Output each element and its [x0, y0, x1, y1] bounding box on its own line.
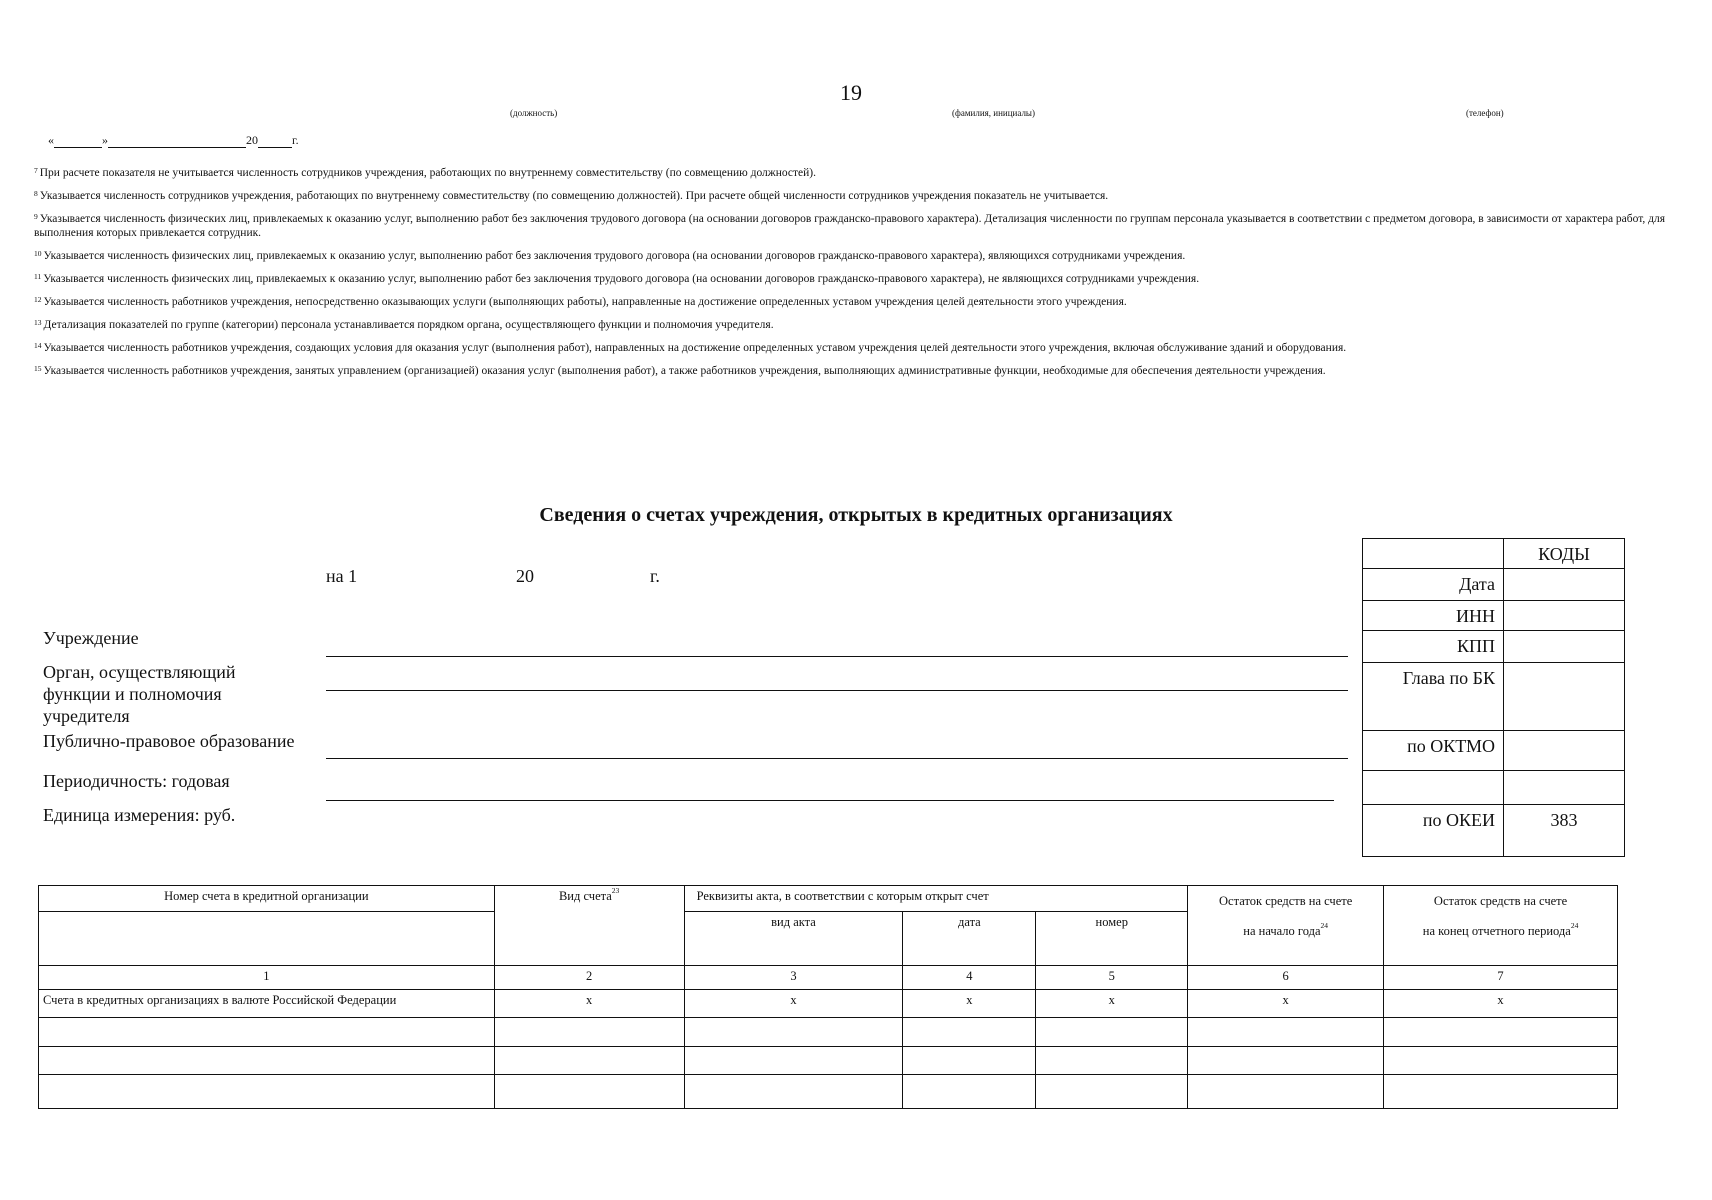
institution-label: Учреждение [43, 628, 139, 648]
col-number-5: 5 [1036, 966, 1188, 990]
table-row [39, 990, 1618, 1018]
col-number-6: 6 [1188, 966, 1384, 990]
table-cell[interactable] [494, 1047, 684, 1075]
col-act-type-header: вид акта [684, 912, 903, 966]
kpp-code-label: КПП [1363, 631, 1504, 663]
section-title: Сведения о счетах учреждения, открытых в кредитных организациях [539, 504, 1173, 526]
col-number-1: 1 [39, 966, 495, 990]
accounts-table [38, 885, 1618, 1109]
as-of-prefix: на 1 [326, 566, 358, 586]
year-suffix: г. [292, 133, 299, 147]
table-cell[interactable] [903, 1018, 1036, 1047]
col-requisites-header: Реквизиты акта, в соответствии с которым открыт счет [684, 886, 1188, 912]
col-balance-start-header: Остаток средств на счете на начало года$^{24}$ [1188, 886, 1384, 966]
year-blank [258, 135, 292, 148]
first-row-mark: x [1384, 990, 1618, 1018]
codes-header: КОДЫ [1504, 539, 1625, 569]
table-cell[interactable] [39, 1075, 495, 1109]
public-entity-label: Публично-правовое образование [43, 731, 295, 751]
signature-date-line [48, 133, 299, 148]
okei-label: по ОКЕИ [1363, 805, 1504, 857]
first-row-mark: x [903, 990, 1036, 1018]
public-entity-field[interactable] [326, 758, 1348, 759]
table-cell[interactable] [1036, 1018, 1188, 1047]
table-cell[interactable] [1384, 1047, 1618, 1075]
footnote: $^8$ Указывается численность сотрудников учреждения, работающих по внутреннему совместительству (по совмещению должностей). При расчете общей численности сотрудников учреждения показатель не учитывается. [34, 189, 1109, 202]
table-cell[interactable] [494, 1018, 684, 1047]
day-blank [54, 135, 102, 148]
date-code-label: Дата [1363, 569, 1504, 601]
table-cell[interactable] [1188, 1047, 1384, 1075]
founder-body-label-1: Орган, осуществляющий [43, 662, 236, 682]
table-cell[interactable] [1188, 1018, 1384, 1047]
table-row [39, 1047, 1618, 1075]
bk-chapter-label: Глава по БК [1363, 663, 1504, 731]
as-of-suffix: г. [650, 566, 660, 586]
footnote: $^{12}$ Указывается численность работников учреждения, непосредственно оказывающих услуги (выполняющих работы), направленные на достижение определенных уставом учреждения целей деятельности этого учреждения. [34, 295, 1127, 308]
table-cell[interactable] [1188, 1075, 1384, 1109]
first-row-label: Счета в кредитных организациях в валюте Российской Федерации [39, 990, 495, 1018]
table-row [39, 1018, 1618, 1047]
footnote: $^{13}$ Детализация показателей по группе (категории) персонала устанавливается порядком органа, осуществляющего функции и полномочия учредителя. [34, 318, 774, 331]
periodicity-label: Периодичность: годовая [43, 771, 230, 791]
bk-chapter-field[interactable] [1504, 663, 1625, 731]
col-balance-end-header: Остаток средств на счете на конец отчетного периода$^{24}$ [1384, 886, 1618, 966]
phone-caption: (телефон) [1466, 108, 1504, 118]
footnote: $^9$ Указывается численность физических лиц, привлекаемых к оказанию услуг, выполнению работ без заключения трудового договора (на основании договоров гражданско-правового характера). Детализация численности по группам персонала указывается в соответствии с предметом договора, в зависимости от характера работ, для выполнения которых привлекается сотрудник. [34, 212, 1666, 239]
as-of-year: 20 [516, 566, 534, 586]
table-row [39, 1075, 1618, 1109]
table-cell[interactable] [1036, 1075, 1188, 1109]
year-prefix: 20 [246, 133, 258, 147]
table-cell[interactable] [1036, 1047, 1188, 1075]
table-cell[interactable] [494, 1075, 684, 1109]
close-quote: » [102, 133, 108, 147]
founder-body-label-3: учредителя [43, 706, 130, 726]
table-cell[interactable] [903, 1075, 1036, 1109]
table-cell[interactable] [1384, 1075, 1618, 1109]
first-row-mark: x [494, 990, 684, 1018]
footnote: $^{14}$ Указывается численность работников учреждения, создающих условия для оказания услуг (выполнения работ), направленных на достижение определенных уставом учреждения целей деятельности этого учреждения, включая обслуживание зданий и оборудования. [34, 341, 1347, 354]
table-cell[interactable] [684, 1018, 903, 1047]
table-cell[interactable] [684, 1075, 903, 1109]
table-cell[interactable] [903, 1047, 1036, 1075]
kpp-code-field[interactable] [1504, 631, 1625, 663]
footnote: $^{11}$ Указывается численность физических лиц, привлекаемых к оказанию услуг, выполнению работ без заключения трудового договора (на основании договоров гражданско-правового характера), не являющихся сотрудниками учреждения. [34, 272, 1200, 285]
footnote: $^{10}$ Указывается численность физических лиц, привлекаемых к оказанию услуг, выполнению работ без заключения трудового договора (на основании договоров гражданско-правового характера), являющихся сотрудниками учреждения. [34, 249, 1186, 262]
codes-blank-field[interactable] [1504, 771, 1625, 805]
month-blank [108, 135, 246, 148]
table-cell[interactable] [39, 1047, 495, 1075]
col-account-number-subheader [39, 912, 495, 966]
oktmo-label: по ОКТМО [1363, 731, 1504, 771]
name-caption: (фамилия, инициалы) [952, 108, 1035, 118]
footnote: $^7$ При расчете показателя не учитывается численность сотрудников учреждения, работающих по внутреннему совместительству (по совмещению должностей). [34, 166, 817, 179]
col-number-4: 4 [903, 966, 1036, 990]
open-quote: « [48, 133, 54, 147]
page-number: 19 [840, 80, 862, 105]
table-cell[interactable] [684, 1047, 903, 1075]
founder-body-label-2: функции и полномочия [43, 684, 222, 704]
col-number-2: 2 [494, 966, 684, 990]
col-act-date-header: дата [903, 912, 1036, 966]
founder-body-field[interactable] [326, 690, 1348, 691]
table-cell[interactable] [1384, 1018, 1618, 1047]
footnotes [34, 166, 1674, 387]
institution-field[interactable] [326, 656, 1348, 657]
oktmo-field[interactable] [1504, 731, 1625, 771]
col-account-type-header: Вид счета$^{23}$ [494, 886, 684, 966]
codes-corner [1363, 539, 1504, 569]
first-row-mark: x [1036, 990, 1188, 1018]
first-row-mark: x [1188, 990, 1384, 1018]
unit-label: Единица измерения: руб. [43, 805, 236, 825]
col-number-7: 7 [1384, 966, 1618, 990]
okei-value: 383 [1504, 805, 1625, 857]
table-cell[interactable] [39, 1018, 495, 1047]
inn-code-field[interactable] [1504, 601, 1625, 631]
first-row-mark: x [684, 990, 903, 1018]
date-code-field[interactable] [1504, 569, 1625, 601]
periodicity-field[interactable] [326, 800, 1334, 801]
col-act-number-header: номер [1036, 912, 1188, 966]
codes-table [1362, 538, 1625, 857]
footnote: $^{15}$ Указывается численность работников учреждения, занятых управлением (организацией) оказания услуг (выполнения работ), а также работников учреждения, выполняющих административные функции, необходимые для обеспечения деятельности учреждения. [34, 364, 1326, 377]
col-account-number-header: Номер счета в кредитной организации [39, 886, 495, 912]
position-caption: (должность) [510, 108, 558, 118]
col-number-3: 3 [684, 966, 903, 990]
inn-code-label: ИНН [1363, 601, 1504, 631]
codes-blank-label [1363, 771, 1504, 805]
